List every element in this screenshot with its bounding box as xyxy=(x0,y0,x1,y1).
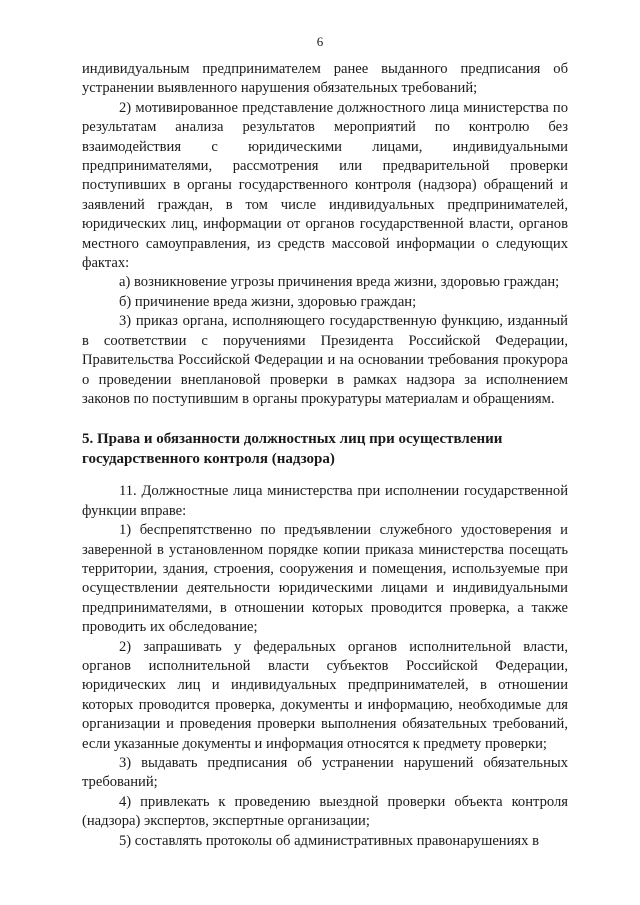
heading-spacer-bottom xyxy=(82,469,568,482)
page-number: 6 xyxy=(316,34,324,49)
paragraph-item-b: б) причинение вреда жизни, здоровью граждан; xyxy=(119,293,417,310)
paragraph-item-3: 3) приказ органа, исполняющего государственную функцию, изданный в соответствии с поручениями Президента Российской Федерации, Правительства Российской Федерации и на основании требования прокурора о проведении внеплановой проверки в рамках надзора за исполнением законов по поступившим в органы прокуратуры материалам и обращениям. xyxy=(82,313,568,407)
paragraph-right-3: 3) выдавать предписания об устранении нарушений обязательных требований; xyxy=(82,755,568,791)
paragraph-clause-11: 11. Должностные лица министерства при исполнении государственной функции вправе: xyxy=(82,483,568,519)
paragraph-item-2: 2) мотивированное представление должностного лица министерства по результатам анализа результатов мероприятий по контролю без взаимодействия с юридическими лицами, индивидуальными предпринимателями, рассмотрения или предварительной проверки поступивших в органы государственного контроля (надзора) обращений и заявлений граждан, в том числе индивидуальных предпринимателей, юридических лиц, информации от органов государственной власти, органов местного самоуправления, из средств массовой информации о следующих фактах: xyxy=(82,99,568,272)
paragraph-right-4: 4) привлекать к проведению выездной проверки объекта контроля (надзора) экспертов, экспертные организации; xyxy=(82,793,568,830)
heading-spacer-top xyxy=(82,409,568,429)
section-heading-line-1: 5. Права и обязанности должностных лиц при осуществлении xyxy=(82,431,503,448)
paragraph-right-5: 5) составлять протоколы об административных правонарушениях в xyxy=(119,832,539,849)
paragraph-right-1: 1) беспрепятственно по предъявлении служебного удостоверения и заверенной в установленном порядке копии приказа министерства посещать территории, здания, строения, сооружения и помещения, используемые при осуществлении деятельности юридическими лицами и индивидуальными предпринимателями, в отношении которых проводится проверка, а также проводить их обследование; xyxy=(82,522,568,636)
paragraph-continuation: индивидуальным предпринимателем ранее выданного предписания об устранении выявленного нарушения обязательных требований; xyxy=(82,61,568,97)
section-heading xyxy=(82,429,568,469)
paragraph-right-2: 2) запрашивать у федеральных органов исполнительной власти, органов исполнительной власти субъектов Российской Федерации, юридических лиц и индивидуальных предпринимателей, в отношении которых проводится проверка, документы и информацию, необходимые для организации и проведения проверки выполнения обязательных требований, если указанные документы и информация относятся к предмету проверки; xyxy=(82,638,568,752)
section-heading-line-2: государственного контроля (надзора) xyxy=(82,451,335,468)
paragraph-item-a: а) возникновение угрозы причинения вреда жизни, здоровью граждан; xyxy=(119,274,560,291)
document-body xyxy=(82,60,568,851)
